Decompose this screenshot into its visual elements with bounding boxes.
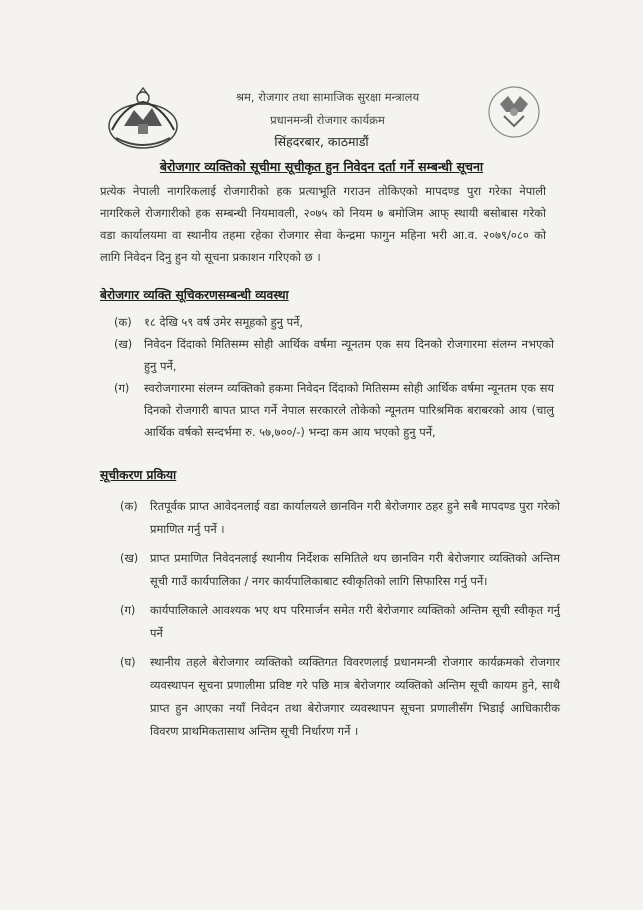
ministry-name: श्रम, रोजगार तथा सामाजिक सुरक्षा मन्त्रालय — [235, 90, 420, 104]
program-name: प्रधानमन्त्री रोजगार कार्यक्रम — [270, 113, 385, 127]
office-location: सिंहदरबार, काठमाडौं — [274, 134, 369, 149]
section-heading-eligibility: बेरोजगार व्यक्ति सूचिकरणसम्बन्धी व्यवस्था — [100, 288, 289, 302]
process-list — [120, 495, 560, 749]
list-marker: (ख) — [120, 551, 139, 565]
list-item — [120, 547, 560, 593]
list-item-text: कार्यपालिकाले आवश्यक भए थप परिमार्जन समेत गरी बेरोजगार व्यक्तिको अन्तिम सूची स्वीकृत गर्नु पर्ने — [150, 603, 560, 640]
notice-title: बेरोजगार व्यक्तिको सूचीमा सूचीकृत हुन निवेदन दर्ता गर्ने सम्बन्धी सूचना — [159, 159, 484, 174]
list-marker: (घ) — [120, 655, 136, 669]
list-item — [114, 333, 554, 377]
list-item-text: प्राप्त प्रमाणित निवेदनलाई स्थानीय निर्देशक समितिले थप छानविन गरी बेरोजगार व्यक्तिको अन्तिम सूची गाउँ कार्यपालिका / नगर कार्यपालिकाबाट स्वीकृतिको लागि सिफारिस गर्नु पर्ने। — [150, 551, 560, 588]
list-item — [114, 311, 554, 333]
list-item — [120, 651, 560, 743]
section-heading-process: सूचीकरण प्रकिया — [100, 468, 177, 482]
eligibility-list — [114, 311, 554, 443]
list-item-text: रितपूर्वक प्राप्त आवेदनलाई वडा कार्यालयले छानविन गरी बेरोजगार ठहर हुने सबै मापदण्ड पुरा गरेको प्रमाणित गर्नु पर्ने । — [150, 499, 560, 536]
list-marker: (ख) — [114, 337, 133, 351]
list-marker: (क) — [120, 499, 138, 513]
list-item — [120, 495, 560, 541]
list-item-text: १८ देखि ५९ वर्ष उमेर समूहको हुनु पर्ने, — [144, 315, 304, 329]
list-item-text: स्वरोजगारमा संलग्न व्यक्तिको हकमा निवेदन दिंदाको मितिसम्म सोही आर्थिक वर्षमा न्यूनतम एक सय दिनको रोजगारी बापत प्राप्त गर्ने नेपाल सरकारले तोकेको न्यूनतम पारिश्रमिक बराबरको आय (चालु आर्थिक वर्षको सन्दर्भमा रु. ५७,७००/-) भन्दा कम आय भएको हुनु पर्ने, — [144, 381, 554, 439]
list-marker: (ग) — [114, 381, 130, 395]
list-marker: (ग) — [120, 603, 136, 617]
list-item-text: स्थानीय तहले बेरोजगार व्यक्तिको व्यक्तिगत विवरणलाई प्रधानमन्त्री रोजगार कार्यक्रमको रोजगार व्यवस्थापन सूचना प्रणालीमा प्रविष्ट गरे पछि मात्र बेरोजगार व्यक्तिको अन्तिम सूची कायम हुने, साथै प्राप्त हुन आएका नयाँ निवेदन तथा बेरोजगार व्यवस्थापन सूचना प्रणालीसँग भिडाई आधिकारीक विवरण प्राथमिकतासाथ अन्तिम सूची निर्धारण गर्ने । — [150, 655, 560, 738]
list-item — [114, 377, 554, 443]
list-marker: (क) — [114, 315, 132, 329]
list-item-text: निवेदन दिंदाको मितिसम्म सोही आर्थिक वर्षमा न्यूनतम एक सय दिनको रोजगारमा संलग्न नभएको हुनु पर्ने, — [144, 337, 554, 373]
intro-paragraph: प्रत्येक नेपाली नागरिकलाई रोजगारीको हक प्रत्याभूति गराउन तोकिएको मापदण्ड पुरा गरेका नेपाली नागरिकले रोजगारीको हक सम्बन्धी नियमावली, २०७५ को नियम ७ बमोजिम आफ् स्थायी बसोबास गरेको वडा कार्यालयमा वा स्थानीय तहमा रहेका रोजगार सेवा केन्द्रमा फागुन महिना भरी आ.व. २०७९/०८० को लागि निवेदन दिनु हुन यो सूचना प्रकाशन गरिएको छ । — [100, 184, 546, 264]
list-item — [120, 599, 560, 645]
